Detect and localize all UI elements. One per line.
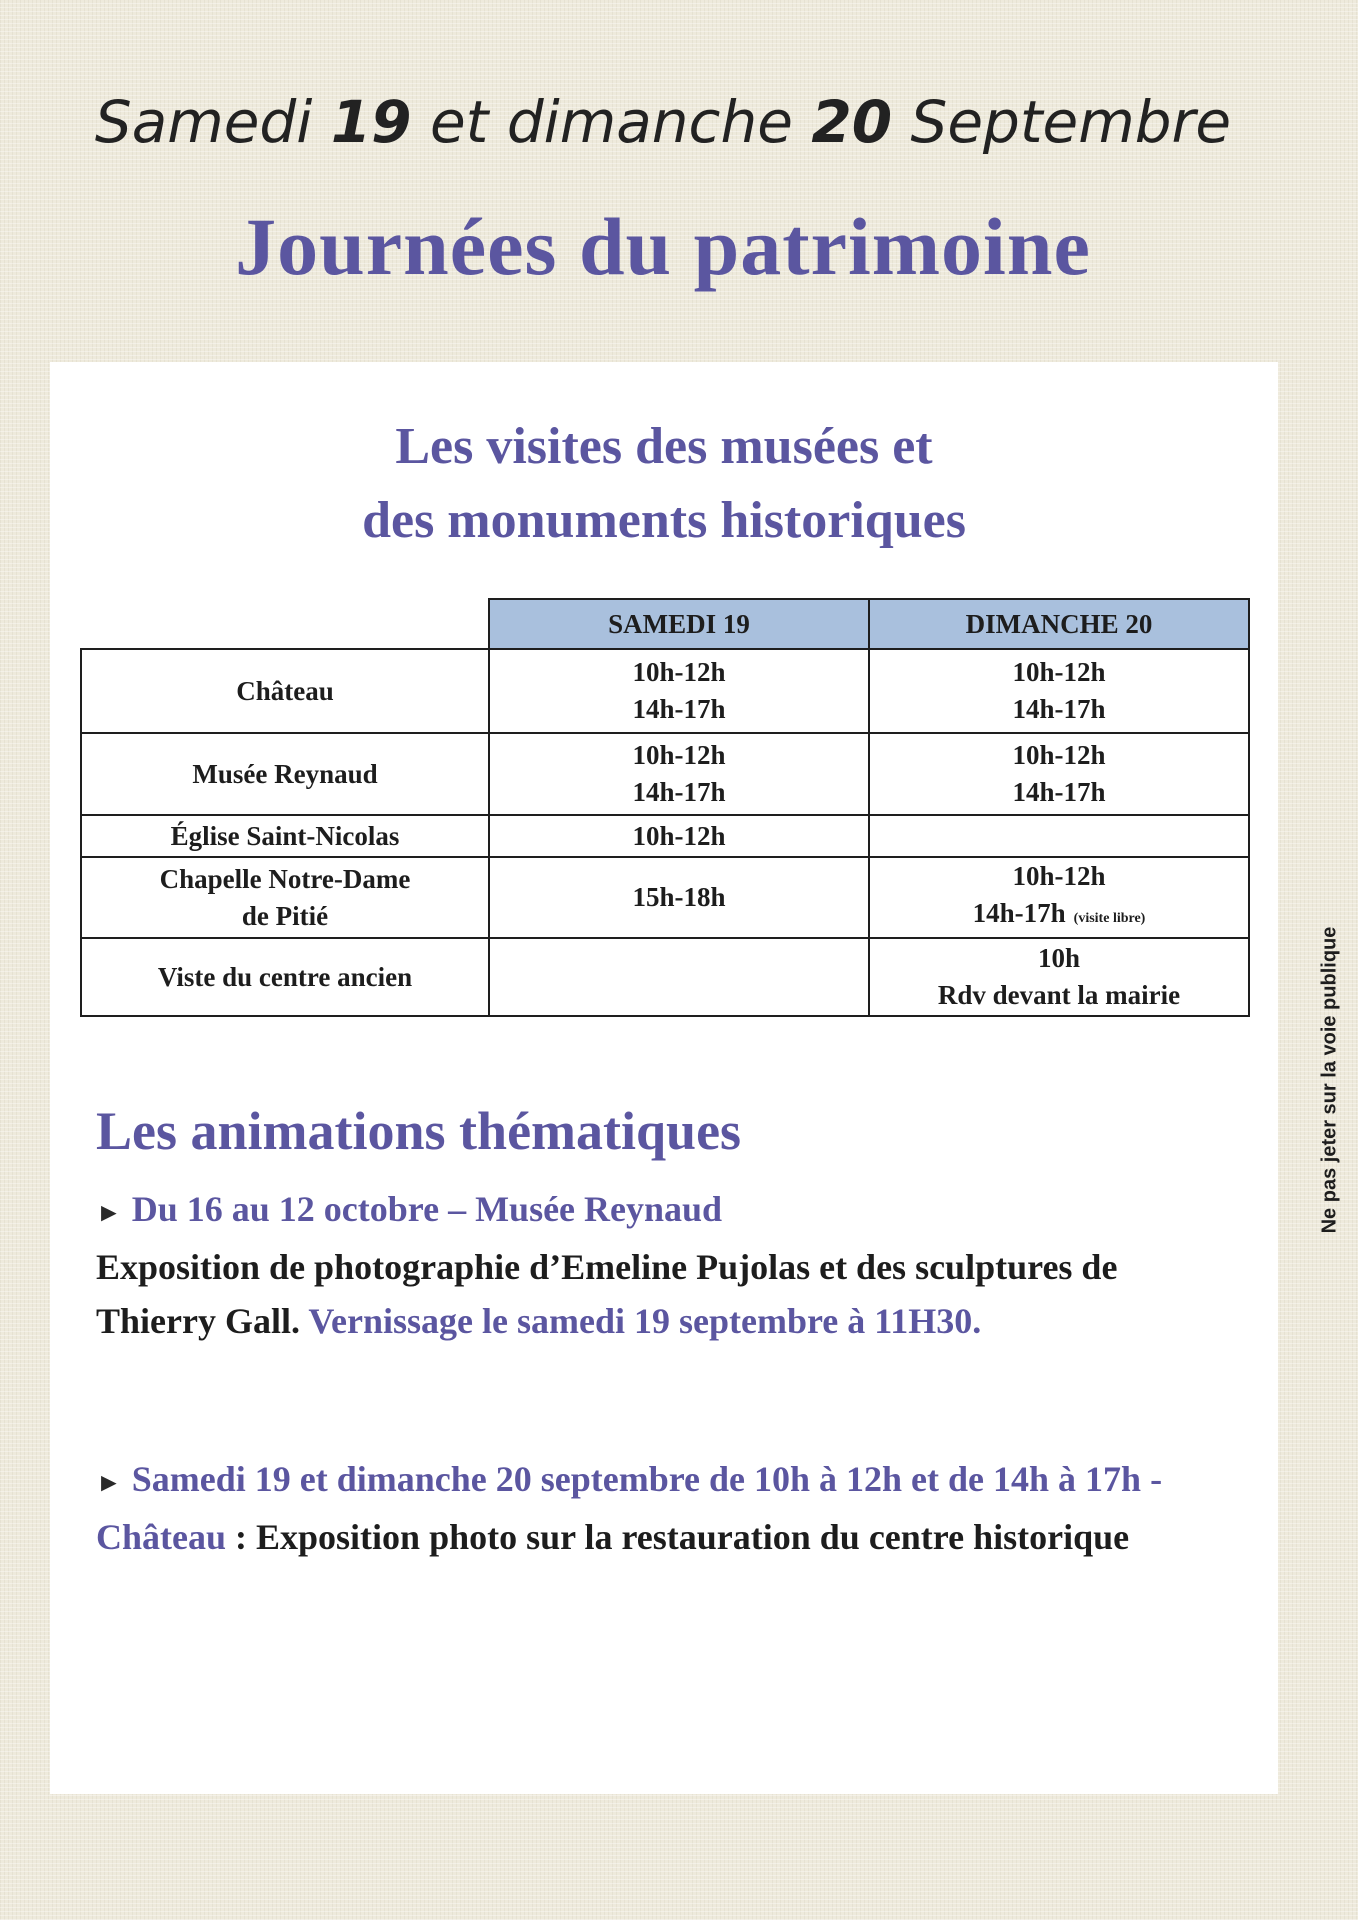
place-cell: Viste du centre ancien [81, 938, 489, 1016]
page-title: Journées du patrimoine [235, 201, 1091, 292]
animation-highlight: Vernissage le samedi 19 septembre à 11H30. [308, 1301, 982, 1341]
arrow-bullet-icon: ► [96, 1468, 122, 1497]
content-panel [50, 362, 1278, 1794]
hours-text: 14h-17h [632, 777, 726, 807]
animation-separator: : [226, 1517, 257, 1557]
hours-text: 10h-12h [1012, 740, 1106, 770]
animation-heading: Samedi 19 et dimanche 20 septembre de 10h à 12h et de 14h à 17h - Château [96, 1459, 1163, 1557]
table-header-row [81, 599, 1249, 649]
visit-note: (visite libre) [1073, 911, 1146, 926]
arrow-bullet-icon: ► [96, 1198, 122, 1227]
hours-cell [869, 649, 1249, 733]
animation-heading: Du 16 au 12 octobre – Musée Reynaud [131, 1189, 723, 1229]
place-cell: Église Saint-Nicolas [81, 815, 489, 857]
column-header-samedi: SAMEDI 19 [489, 599, 869, 649]
hours-text: 14h-17h [632, 694, 726, 724]
hours-text: 14h-17h [972, 898, 1066, 928]
place-text: de Pitié [241, 900, 329, 931]
place-cell [81, 857, 489, 938]
date-text: Samedi [94, 88, 331, 156]
hours-text: Rdv devant la mairie [937, 980, 1181, 1010]
table-row [81, 815, 1249, 857]
hours-text: 10h-12h [1012, 657, 1106, 687]
animation-item [96, 1182, 1226, 1348]
hours-cell [489, 815, 869, 857]
hours-cell [869, 938, 1249, 1016]
animation-item [96, 1452, 1226, 1564]
hours-cell [489, 649, 869, 733]
animation-text: Exposition photo sur la restauration du centre historique [256, 1517, 1130, 1557]
table-row [81, 649, 1249, 733]
hours-text: 15h-18h [632, 882, 726, 912]
place-text: Chapelle Notre-Dame [159, 863, 411, 894]
schedule-table [80, 598, 1250, 1017]
hours-text: 14h-17h [1012, 777, 1106, 807]
animations-title: Les animations thématiques [96, 1101, 742, 1161]
hours-cell [489, 733, 869, 815]
empty-header-cell [81, 599, 489, 649]
visits-title [50, 410, 1278, 558]
hours-text: 10h-12h [632, 820, 726, 851]
hours-text: 10h-12h [1012, 861, 1106, 891]
hours-text: 14h-17h [1012, 694, 1106, 724]
table-row [81, 938, 1249, 1016]
hours-cell [489, 938, 869, 1016]
date-text: Septembre [892, 88, 1232, 156]
table-row [81, 857, 1249, 938]
date-text: et dimanche [411, 88, 812, 156]
place-cell: Musée Reynaud [81, 733, 489, 815]
hours-text: 10h [1037, 943, 1081, 973]
place-cell: Château [81, 649, 489, 733]
hours-cell [869, 733, 1249, 815]
hours-text: 10h-12h [632, 657, 726, 687]
visits-title-line: Les visites des musées et [395, 418, 933, 475]
column-header-dimanche: DIMANCHE 20 [869, 599, 1249, 649]
date-number: 19 [330, 88, 412, 156]
side-note: Ne pas jeter sur la voie publique [1318, 926, 1341, 1234]
hours-cell [869, 857, 1249, 938]
hours-cell [869, 815, 1249, 857]
visits-title-line: des monuments historiques [362, 492, 966, 549]
event-dates [0, 88, 1326, 156]
table-row [81, 733, 1249, 815]
hours-cell [489, 857, 869, 938]
date-number: 20 [811, 88, 893, 156]
hours-line-with-note [876, 895, 1242, 937]
animation-text: Exposition de photographie d’Emeline Pujolas et des sculptures de Thierry Gall. [96, 1247, 1118, 1341]
hours-text: 10h-12h [632, 740, 726, 770]
